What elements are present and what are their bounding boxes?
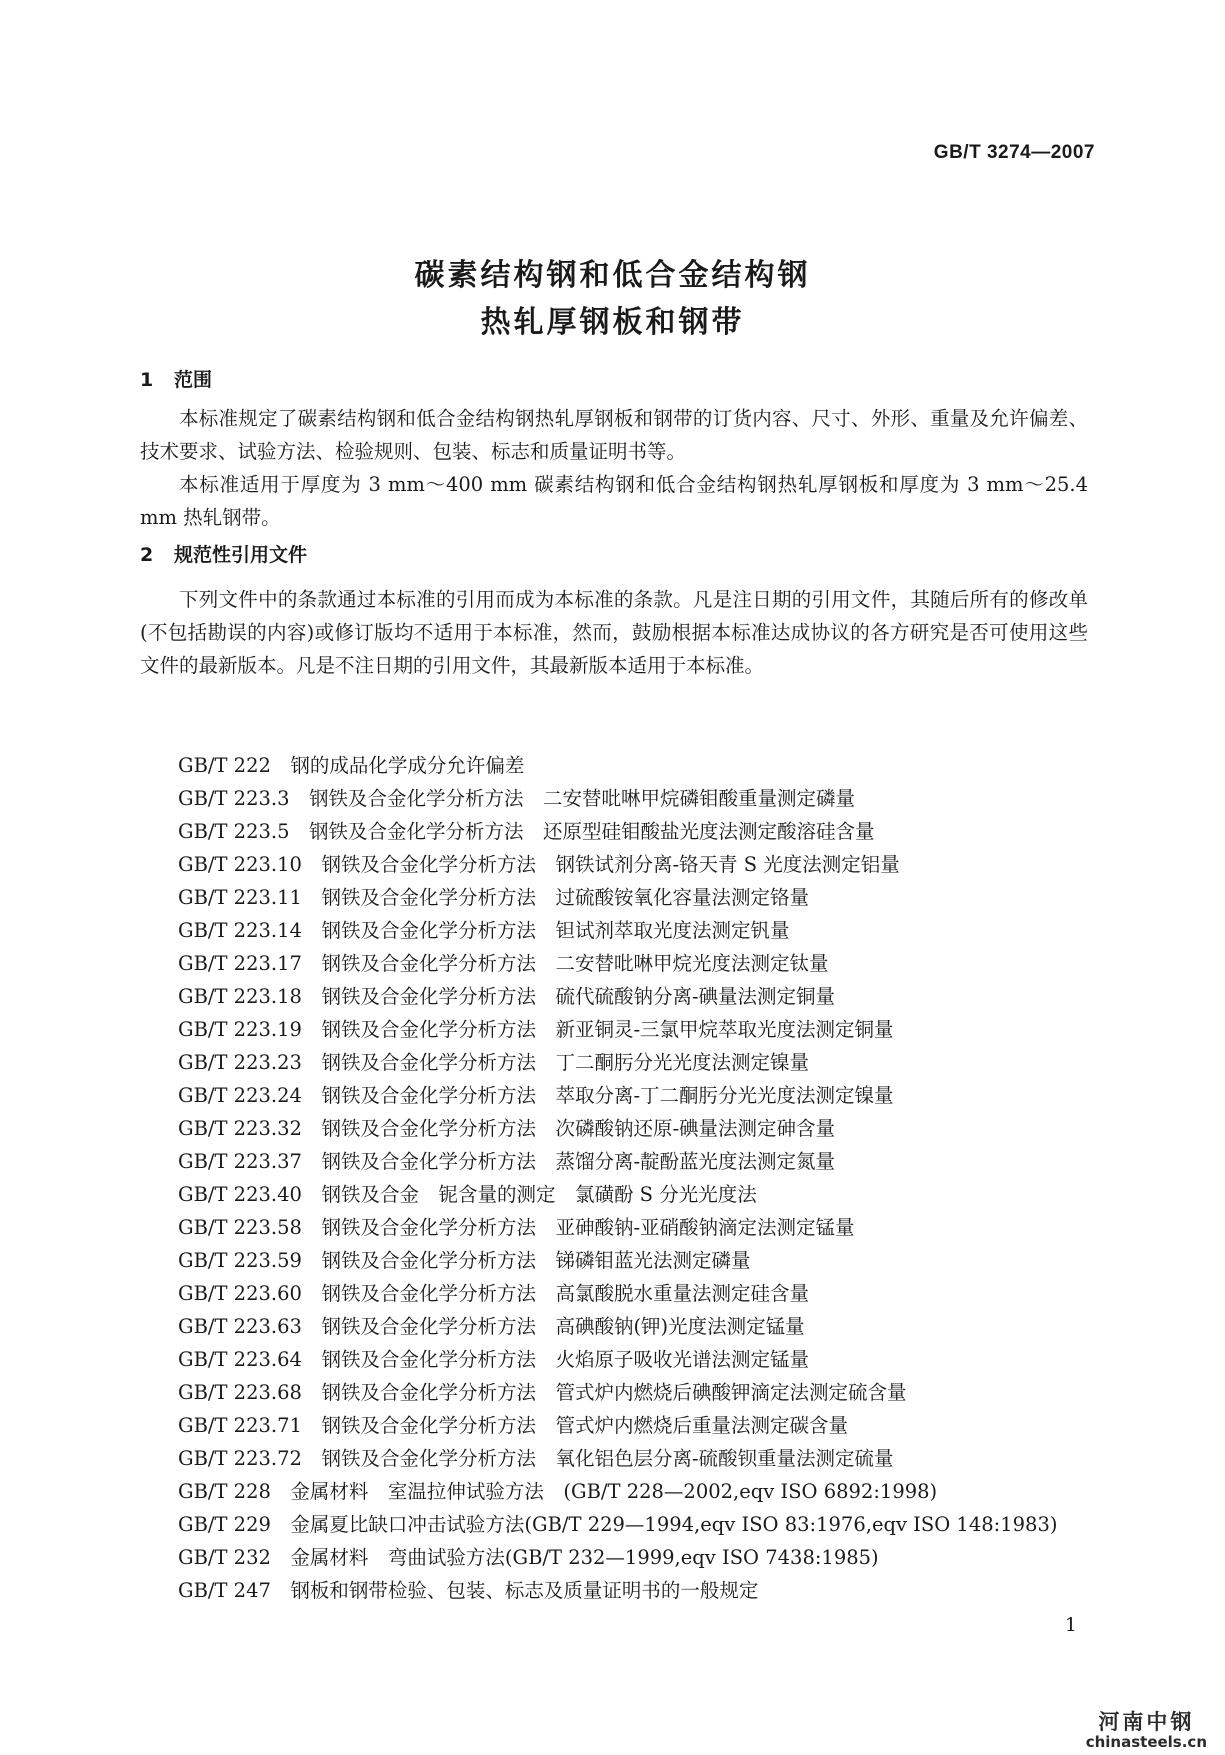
reference-item <box>178 1013 1098 1046</box>
reference-item <box>178 980 1098 1013</box>
reference-title: 钢铁及合金化学分析方法 管式炉内燃烧后碘酸钾滴定法测定硫含量 <box>321 1381 907 1404</box>
reference-title: 钢铁及合金化学分析方法 二安替吡啉甲烷磷钼酸重量测定磷量 <box>309 787 856 810</box>
standard-number: GB/T 3274—2007 <box>933 142 1095 163</box>
reference-code: GB/T 223.63 <box>178 1315 302 1338</box>
reference-title: 钢铁及合金化学分析方法 管式炉内燃烧后重量法测定碳含量 <box>321 1414 848 1437</box>
reference-item <box>178 1310 1098 1343</box>
reference-code: GB/T 222 <box>178 754 271 777</box>
reference-code: GB/T 223.37 <box>178 1150 302 1173</box>
reference-code: GB/T 223.64 <box>178 1348 302 1371</box>
reference-title: 钢铁及合金化学分析方法 次磷酸钠还原-碘量法测定砷含量 <box>321 1117 836 1140</box>
scope-paragraph-2: 本标准适用于厚度为 3 mm～400 mm 碳素结构钢和低合金结构钢热轧厚钢板和厚度为 3 mm～25.4 mm 热轧钢带。 <box>140 473 1088 529</box>
reference-item <box>178 1541 1098 1574</box>
section-1-title: 范围 <box>174 369 213 391</box>
reference-title: 金属材料 室温拉伸试验方法 (GB/T 228—2002,eqv ISO 6892:1998) <box>290 1480 938 1503</box>
section-2-heading <box>140 540 307 567</box>
reference-item <box>178 914 1098 947</box>
reference-code: GB/T 223.14 <box>178 919 302 942</box>
reference-item <box>178 749 1098 782</box>
references-intro-paragraph: 下列文件中的条款通过本标准的引用而成为本标准的条款。凡是注日期的引用文件，其随后所有的修改单(不包括勘误的内容)或修订版均不适用于本标准，然而，鼓励根据本标准达成协议的各方研究是否可使用这些文件的最新版本。凡是不注日期的引用文件，其最新版本适用于本标准。 <box>140 588 1088 677</box>
reference-code: GB/T 223.10 <box>178 853 302 876</box>
reference-title: 钢铁及合金 铌含量的测定 氯磺酚 S 分光光度法 <box>321 1183 757 1206</box>
reference-title: 钢铁及合金化学分析方法 硫代硫酸钠分离-碘量法测定铜量 <box>321 985 836 1008</box>
reference-title: 钢铁及合金化学分析方法 丁二酮肟分光光度法测定镍量 <box>321 1051 809 1074</box>
reference-item <box>178 947 1098 980</box>
section-2-title: 规范性引用文件 <box>174 544 308 566</box>
watermark-logo <box>1086 1712 1207 1750</box>
reference-code: GB/T 247 <box>178 1579 271 1602</box>
reference-item <box>178 1211 1098 1244</box>
reference-title: 钢铁及合金化学分析方法 还原型硅钼酸盐光度法测定酸溶硅含量 <box>309 820 875 843</box>
reference-code: GB/T 223.23 <box>178 1051 302 1074</box>
reference-code: GB/T 228 <box>178 1480 271 1503</box>
reference-item <box>178 1376 1098 1409</box>
reference-title: 钢铁及合金化学分析方法 蒸馏分离-靛酚蓝光度法测定氮量 <box>321 1150 836 1173</box>
reference-code: GB/T 223.17 <box>178 952 302 975</box>
reference-title: 钢铁及合金化学分析方法 二安替吡啉甲烷光度法测定钛量 <box>321 952 829 975</box>
reference-list <box>178 749 1098 1607</box>
reference-item <box>178 1277 1098 1310</box>
reference-item <box>178 1574 1098 1607</box>
reference-item <box>178 1409 1098 1442</box>
section-1-heading <box>140 365 212 392</box>
reference-item <box>178 1145 1098 1178</box>
reference-title: 钢铁及合金化学分析方法 亚砷酸钠-亚硝酸钠滴定法测定锰量 <box>321 1216 855 1239</box>
reference-title: 钢板和钢带检验、包装、标志及质量证明书的一般规定 <box>290 1579 759 1602</box>
reference-code: GB/T 223.11 <box>178 886 302 909</box>
reference-title: 金属夏比缺口冲击试验方法(GB/T 229—1994,eqv ISO 83:1976,eqv ISO 148:1983) <box>290 1513 1058 1536</box>
document-title-line2: 热轧厚钢板和钢带 <box>480 305 745 340</box>
reference-item <box>178 1508 1098 1541</box>
reference-item <box>178 1079 1098 1112</box>
reference-item <box>178 1475 1098 1508</box>
reference-code: GB/T 223.68 <box>178 1381 302 1404</box>
scope-paragraph-1: 本标准规定了碳素结构钢和低合金结构钢热轧厚钢板和钢带的订货内容、尺寸、外形、重量及允许偏差、技术要求、试验方法、检验规则、包装、标志和质量证明书等。 <box>140 407 1088 463</box>
reference-code: GB/T 223.72 <box>178 1447 302 1470</box>
reference-title: 钢铁及合金化学分析方法 钽试剂萃取光度法测定钒量 <box>321 919 790 942</box>
reference-code: GB/T 229 <box>178 1513 271 1536</box>
reference-item <box>178 1343 1098 1376</box>
reference-code: GB/T 223.19 <box>178 1018 302 1041</box>
reference-title: 钢铁及合金化学分析方法 萃取分离-丁二酮肟分光光度法测定镍量 <box>321 1084 894 1107</box>
reference-code: GB/T 223.32 <box>178 1117 302 1140</box>
reference-code: GB/T 223.60 <box>178 1282 302 1305</box>
watermark-line-2: chinasteels.cn <box>1085 1733 1207 1751</box>
reference-title: 钢铁及合金化学分析方法 火焰原子吸收光谱法测定锰量 <box>321 1348 809 1371</box>
watermark-line-1: 河南中钢 <box>1098 1710 1195 1734</box>
reference-code: GB/T 223.5 <box>178 820 290 843</box>
reference-code: GB/T 223.40 <box>178 1183 302 1206</box>
reference-code: GB/T 223.59 <box>178 1249 302 1272</box>
reference-code: GB/T 223.24 <box>178 1084 302 1107</box>
section-2-number: 2 <box>140 544 154 566</box>
reference-item <box>178 1046 1098 1079</box>
reference-title: 钢铁及合金化学分析方法 高氯酸脱水重量法测定硅含量 <box>321 1282 809 1305</box>
reference-item <box>178 1112 1098 1145</box>
reference-title: 钢铁及合金化学分析方法 氧化铝色层分离-硫酸钡重量法测定硫量 <box>321 1447 894 1470</box>
page-number: 1 <box>1064 1614 1077 1636</box>
reference-item <box>178 1442 1098 1475</box>
reference-title: 钢铁及合金化学分析方法 钢铁试剂分离-铬天青 S 光度法测定铝量 <box>321 853 900 876</box>
reference-code: GB/T 223.3 <box>178 787 290 810</box>
reference-code: GB/T 223.71 <box>178 1414 302 1437</box>
section-1-body <box>140 402 1088 534</box>
section-1-number: 1 <box>140 369 154 391</box>
reference-title: 钢铁及合金化学分析方法 高碘酸钠(钾)光度法测定锰量 <box>321 1315 805 1338</box>
reference-item <box>178 782 1098 815</box>
reference-code: GB/T 223.18 <box>178 985 302 1008</box>
document-title-line1: 碳素结构钢和低合金结构钢 <box>414 258 811 293</box>
reference-item <box>178 1244 1098 1277</box>
reference-title: 金属材料 弯曲试验方法(GB/T 232—1999,eqv ISO 7438:1985) <box>290 1546 879 1569</box>
reference-item <box>178 881 1098 914</box>
reference-code: GB/T 223.58 <box>178 1216 302 1239</box>
reference-title: 钢铁及合金化学分析方法 锑磷钼蓝光法测定磷量 <box>321 1249 751 1272</box>
reference-code: GB/T 232 <box>178 1546 271 1569</box>
reference-item <box>178 1178 1098 1211</box>
section-2-intro <box>140 583 1088 682</box>
reference-item <box>178 848 1098 881</box>
reference-title: 钢的成品化学成分允许偏差 <box>290 754 525 777</box>
reference-title: 钢铁及合金化学分析方法 新亚铜灵-三氯甲烷萃取光度法测定铜量 <box>321 1018 894 1041</box>
reference-item <box>178 815 1098 848</box>
reference-title: 钢铁及合金化学分析方法 过硫酸铵氧化容量法测定铬量 <box>321 886 809 909</box>
